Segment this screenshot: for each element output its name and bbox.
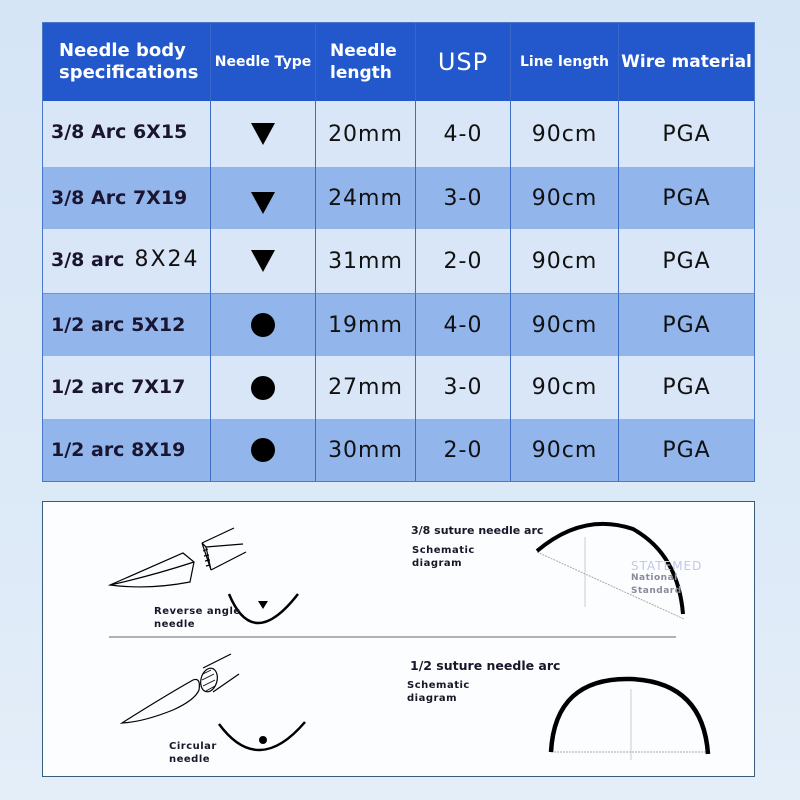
arc12-needle-icon <box>551 679 708 754</box>
circle-dot-icon <box>251 376 275 400</box>
wire-material-cell: PGA <box>619 356 754 419</box>
spec-cell <box>43 293 211 356</box>
arc12-subtitle <box>407 679 470 705</box>
needle-length-cell: 31mm <box>316 229 416 293</box>
line-length-cell: 90cm <box>511 419 619 481</box>
header-needle-length: Needle length <box>316 23 416 101</box>
wire-material-cell: PGA <box>619 167 754 229</box>
spec-size-text: 8X24 <box>134 247 200 272</box>
usp-cell: 4-0 <box>416 293 511 356</box>
spec-text: 3/8 Arc 7X19 <box>51 187 188 209</box>
circular-needle-tip-icon <box>122 654 239 723</box>
spec-cell <box>43 101 211 167</box>
usp-cell: 2-0 <box>416 419 511 481</box>
watermark-line-2: Standard <box>631 586 682 596</box>
spec-cell <box>43 356 211 419</box>
reverse-angle-triangle-icon <box>258 601 268 609</box>
wire-material-cell: PGA <box>619 101 754 167</box>
circular-dot-icon <box>259 736 267 744</box>
needle-length-cell: 24mm <box>316 167 416 229</box>
needle-length-cell: 19mm <box>316 293 416 356</box>
usp-cell: 3-0 <box>416 167 511 229</box>
needle-type-cell <box>211 101 316 167</box>
needle-diagram-panel <box>42 501 755 777</box>
spec-text: 1/2 arc 7X17 <box>51 376 186 398</box>
arc12-title: 1/2 suture needle arc <box>410 658 561 673</box>
spec-cell <box>43 167 211 229</box>
spec-cell <box>43 419 211 481</box>
line-length-cell: 90cm <box>511 293 619 356</box>
header-usp: USP <box>416 23 511 101</box>
needle-length-cell: 20mm <box>316 101 416 167</box>
arc38-subtitle <box>412 544 475 570</box>
triangle-down-icon <box>251 192 275 214</box>
line-length-cell: 90cm <box>511 167 619 229</box>
spec-text: 3/8 Arc 6X15 <box>51 121 188 143</box>
line-length-cell: 90cm <box>511 229 619 293</box>
spec-text: 3/8 arc <box>51 249 125 271</box>
line-length-cell: 90cm <box>511 356 619 419</box>
usp-cell: 2-0 <box>416 229 511 293</box>
watermark-brand: STATEMED <box>631 559 703 573</box>
usp-cell: 3-0 <box>416 356 511 419</box>
watermark-line-1: National <box>631 573 678 583</box>
header-wire-material: Wire material <box>619 23 754 101</box>
needle-type-cell <box>211 293 316 356</box>
circle-dot-icon <box>251 313 275 337</box>
spec-text: 1/2 arc 5X12 <box>51 314 186 336</box>
triangle-down-icon <box>251 123 275 145</box>
arc38-sub-line-2: diagram <box>412 558 463 569</box>
spec-table <box>42 22 755 482</box>
wire-material-cell: PGA <box>619 229 754 293</box>
needle-diagram-drawings <box>43 502 756 778</box>
wire-material-cell: PGA <box>619 419 754 481</box>
reverse-angle-needle-tip-icon <box>110 528 246 587</box>
circular-label-line-2: needle <box>169 754 211 765</box>
circle-dot-icon <box>251 438 275 462</box>
header-line-length: Line length <box>511 23 619 101</box>
needle-length-cell: 27mm <box>316 356 416 419</box>
circular-arc-icon <box>219 722 305 750</box>
wire-material-cell: PGA <box>619 293 754 356</box>
arc38-title: 3/8 suture needle arc <box>411 524 544 537</box>
arc38-sub-line-1: Schematic <box>412 545 475 556</box>
circular-label-line-1: Circular <box>169 741 217 752</box>
needle-type-cell <box>211 356 316 419</box>
needle-type-cell <box>211 167 316 229</box>
reverse-angle-label-line-1: Reverse angle <box>154 606 241 617</box>
watermark-text <box>631 572 682 598</box>
header-needle-type: Needle Type <box>211 23 316 101</box>
usp-cell: 4-0 <box>416 101 511 167</box>
needle-type-cell <box>211 419 316 481</box>
arc12-sub-line-1: Schematic <box>407 680 470 691</box>
reverse-angle-label <box>154 605 241 631</box>
spec-cell <box>43 229 211 293</box>
triangle-down-icon <box>251 250 275 272</box>
reverse-angle-label-line-2: needle <box>154 619 196 630</box>
line-length-cell: 90cm <box>511 101 619 167</box>
needle-length-cell: 30mm <box>316 419 416 481</box>
needle-type-cell <box>211 229 316 293</box>
arc12-sub-line-2: diagram <box>407 693 458 704</box>
circular-needle-label <box>169 740 217 766</box>
spec-text: 1/2 arc 8X19 <box>51 439 186 461</box>
header-needle-body-specifications: Needle body specifications <box>43 23 211 101</box>
